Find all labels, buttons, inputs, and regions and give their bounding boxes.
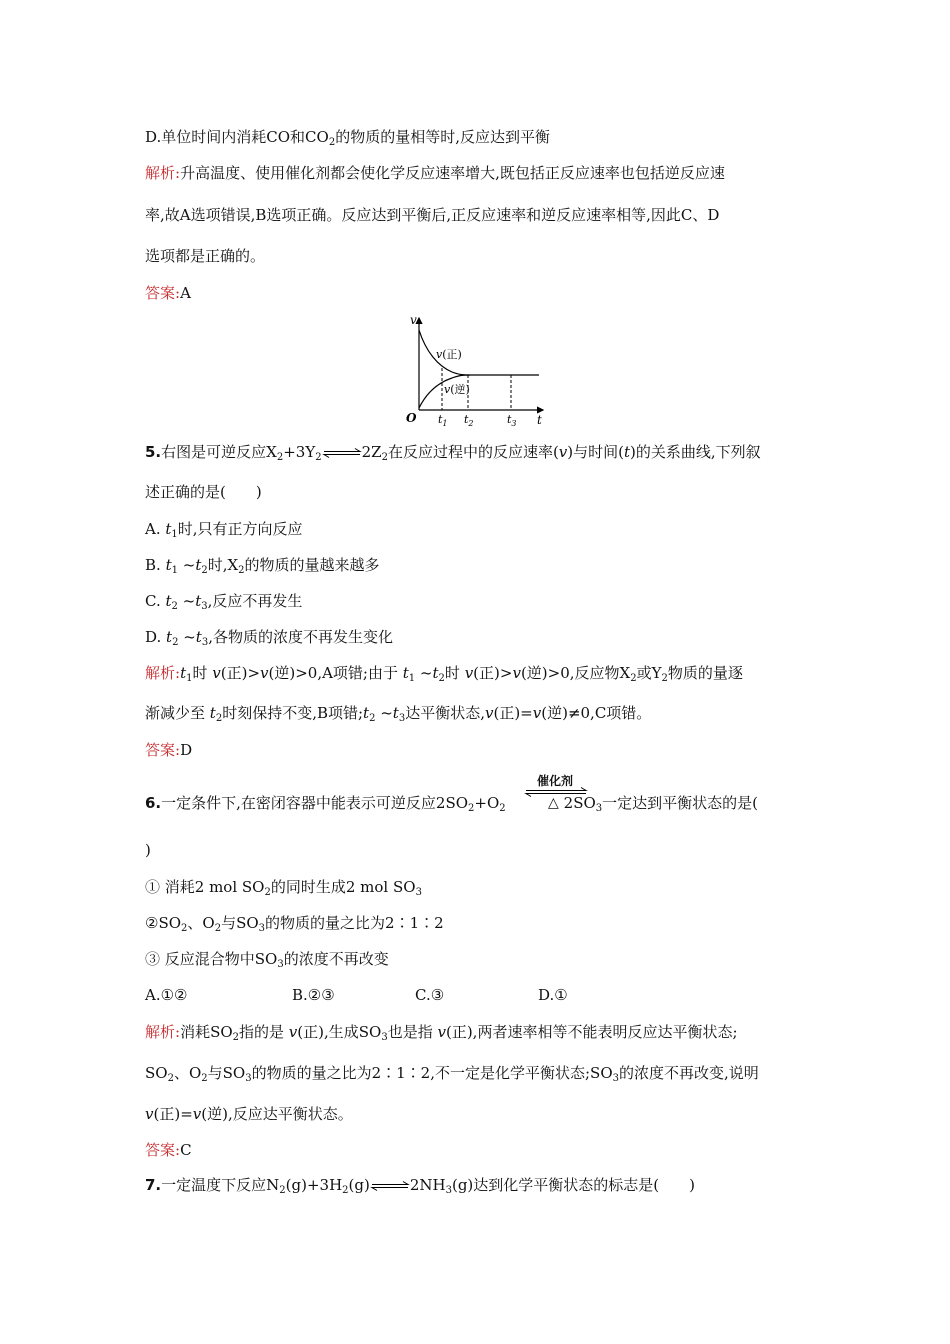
q4-answer: 答案:A [145, 284, 191, 302]
q5-option-b: B. $t_1$ $\sim t_2$时$,X_2$的物质的量越来越多 [145, 556, 380, 576]
q5-answer: 答案:D [145, 741, 193, 759]
q6-option-b: B.②③ [292, 986, 335, 1004]
q6-answer: 答案:C [145, 1141, 192, 1159]
y-axis-label: v [410, 313, 417, 327]
q6-item-2: $②SO_2$、$O_2$与$SO_3$的物质的量之比为2∶1∶2 [145, 914, 444, 934]
q6-analysis-line3: v(正)=v(逆),反应达平衡状态。 [145, 1105, 353, 1123]
q6-option-d: D.① [538, 986, 568, 1004]
forward-rate-label: v(正) [436, 348, 462, 361]
q6-analysis-line1: 解析:消耗$SO_2$指的是 v(正),生成$SO_3$也是指 v(正),两者速率相等不能表明反应达平衡状态; [145, 1023, 738, 1043]
q6-option-c: C.③ [415, 986, 445, 1004]
equilibrium-arrow [370, 1181, 410, 1191]
q5-option-c: C. $t_2$ $\sim t_3$,反应不再发生 [145, 592, 303, 612]
q6-stem-line2: ) [145, 841, 151, 859]
origin-label: O [406, 411, 417, 425]
q6-analysis-line2: $SO_2$、$O_2$与$SO_3$的物质的量之比为2∶1∶2,不一定是化学平衡状态$;SO_3$的浓度不再改变,说明 [145, 1064, 759, 1084]
x-axis-label: t [537, 413, 542, 427]
q7-stem: 7.一定温度下反应$N_2(g)+3H_2(g)$ $2NH_3(g)$达到化学平衡状态的标志是( ) [145, 1176, 695, 1196]
heat-symbol: △ [548, 795, 559, 811]
q6-stem-line1: 6.一定条件下,在密闭容器中能表示可逆反应$2SO_2+O_2$ $2SO_3$一定达到平衡状态的是( [145, 794, 759, 814]
t1-label: $t_1$ [438, 413, 448, 428]
t2-label: $t_2$ [464, 413, 474, 428]
q6-item-1: ① 消耗2 mol $SO_2$的同时生成2 mol $SO_3$ [145, 878, 422, 898]
q4-analysis-line1: 解析:升高温度、使用催化剂都会使化学反应速率增大,既包括正反应速率也包括逆反应速 [145, 164, 725, 182]
q5-stem-line2: 述正确的是( ) [145, 483, 262, 501]
q5-option-a: A. $t_1$时,只有正方向反应 [145, 520, 303, 540]
equilibrium-arrow [322, 448, 362, 458]
q6-item-3: ③ 反应混合物中$SO_3$的浓度不再改变 [145, 950, 389, 970]
q6-option-a: A.①② [145, 986, 188, 1004]
q5-analysis-line1: 解析$:t_1$时 v(正)>v(逆)>0,A项错;由于 $t_1$ $\sim t_2$时 v(正)>v(逆)>0,反应物$X_2$或$Y_2$物质的量逐 [145, 664, 743, 684]
reverse-rate-label: v(逆) [444, 383, 470, 396]
q4-option-d: D.单位时间内消耗CO和$CO_2$的物质的量相等时,反应达到平衡 [145, 128, 550, 148]
t3-label: $t_3$ [507, 413, 517, 428]
q4-analysis-line2: 率,故A选项错误,B选项正确。反应达到平衡后,正反应速率和逆反应速率相等,因此C、D [145, 206, 720, 224]
analysis-label: 解析: [145, 164, 181, 182]
q5-option-d: D. $t_2$ $\sim t_3$,各物质的浓度不再发生变化 [145, 628, 393, 648]
q5-stem-line1: 5.右图是可逆反应$X_2+3Y_2$ $2Z_2$在反应过程中的反应速率(v)与时间(t)的关系曲线,下列叙 [145, 443, 761, 463]
q5-analysis-line2: 渐减少至 $t_2$时刻保持不变,B项错$;t_2$ $\sim t_3$达平衡状态,v(正)=v(逆)≠0,C项错。 [145, 704, 652, 724]
q4-analysis-line3: 选项都是正确的。 [145, 247, 266, 265]
catalyst-label: 催化剂 [537, 774, 574, 788]
rate-time-figure [400, 312, 550, 430]
